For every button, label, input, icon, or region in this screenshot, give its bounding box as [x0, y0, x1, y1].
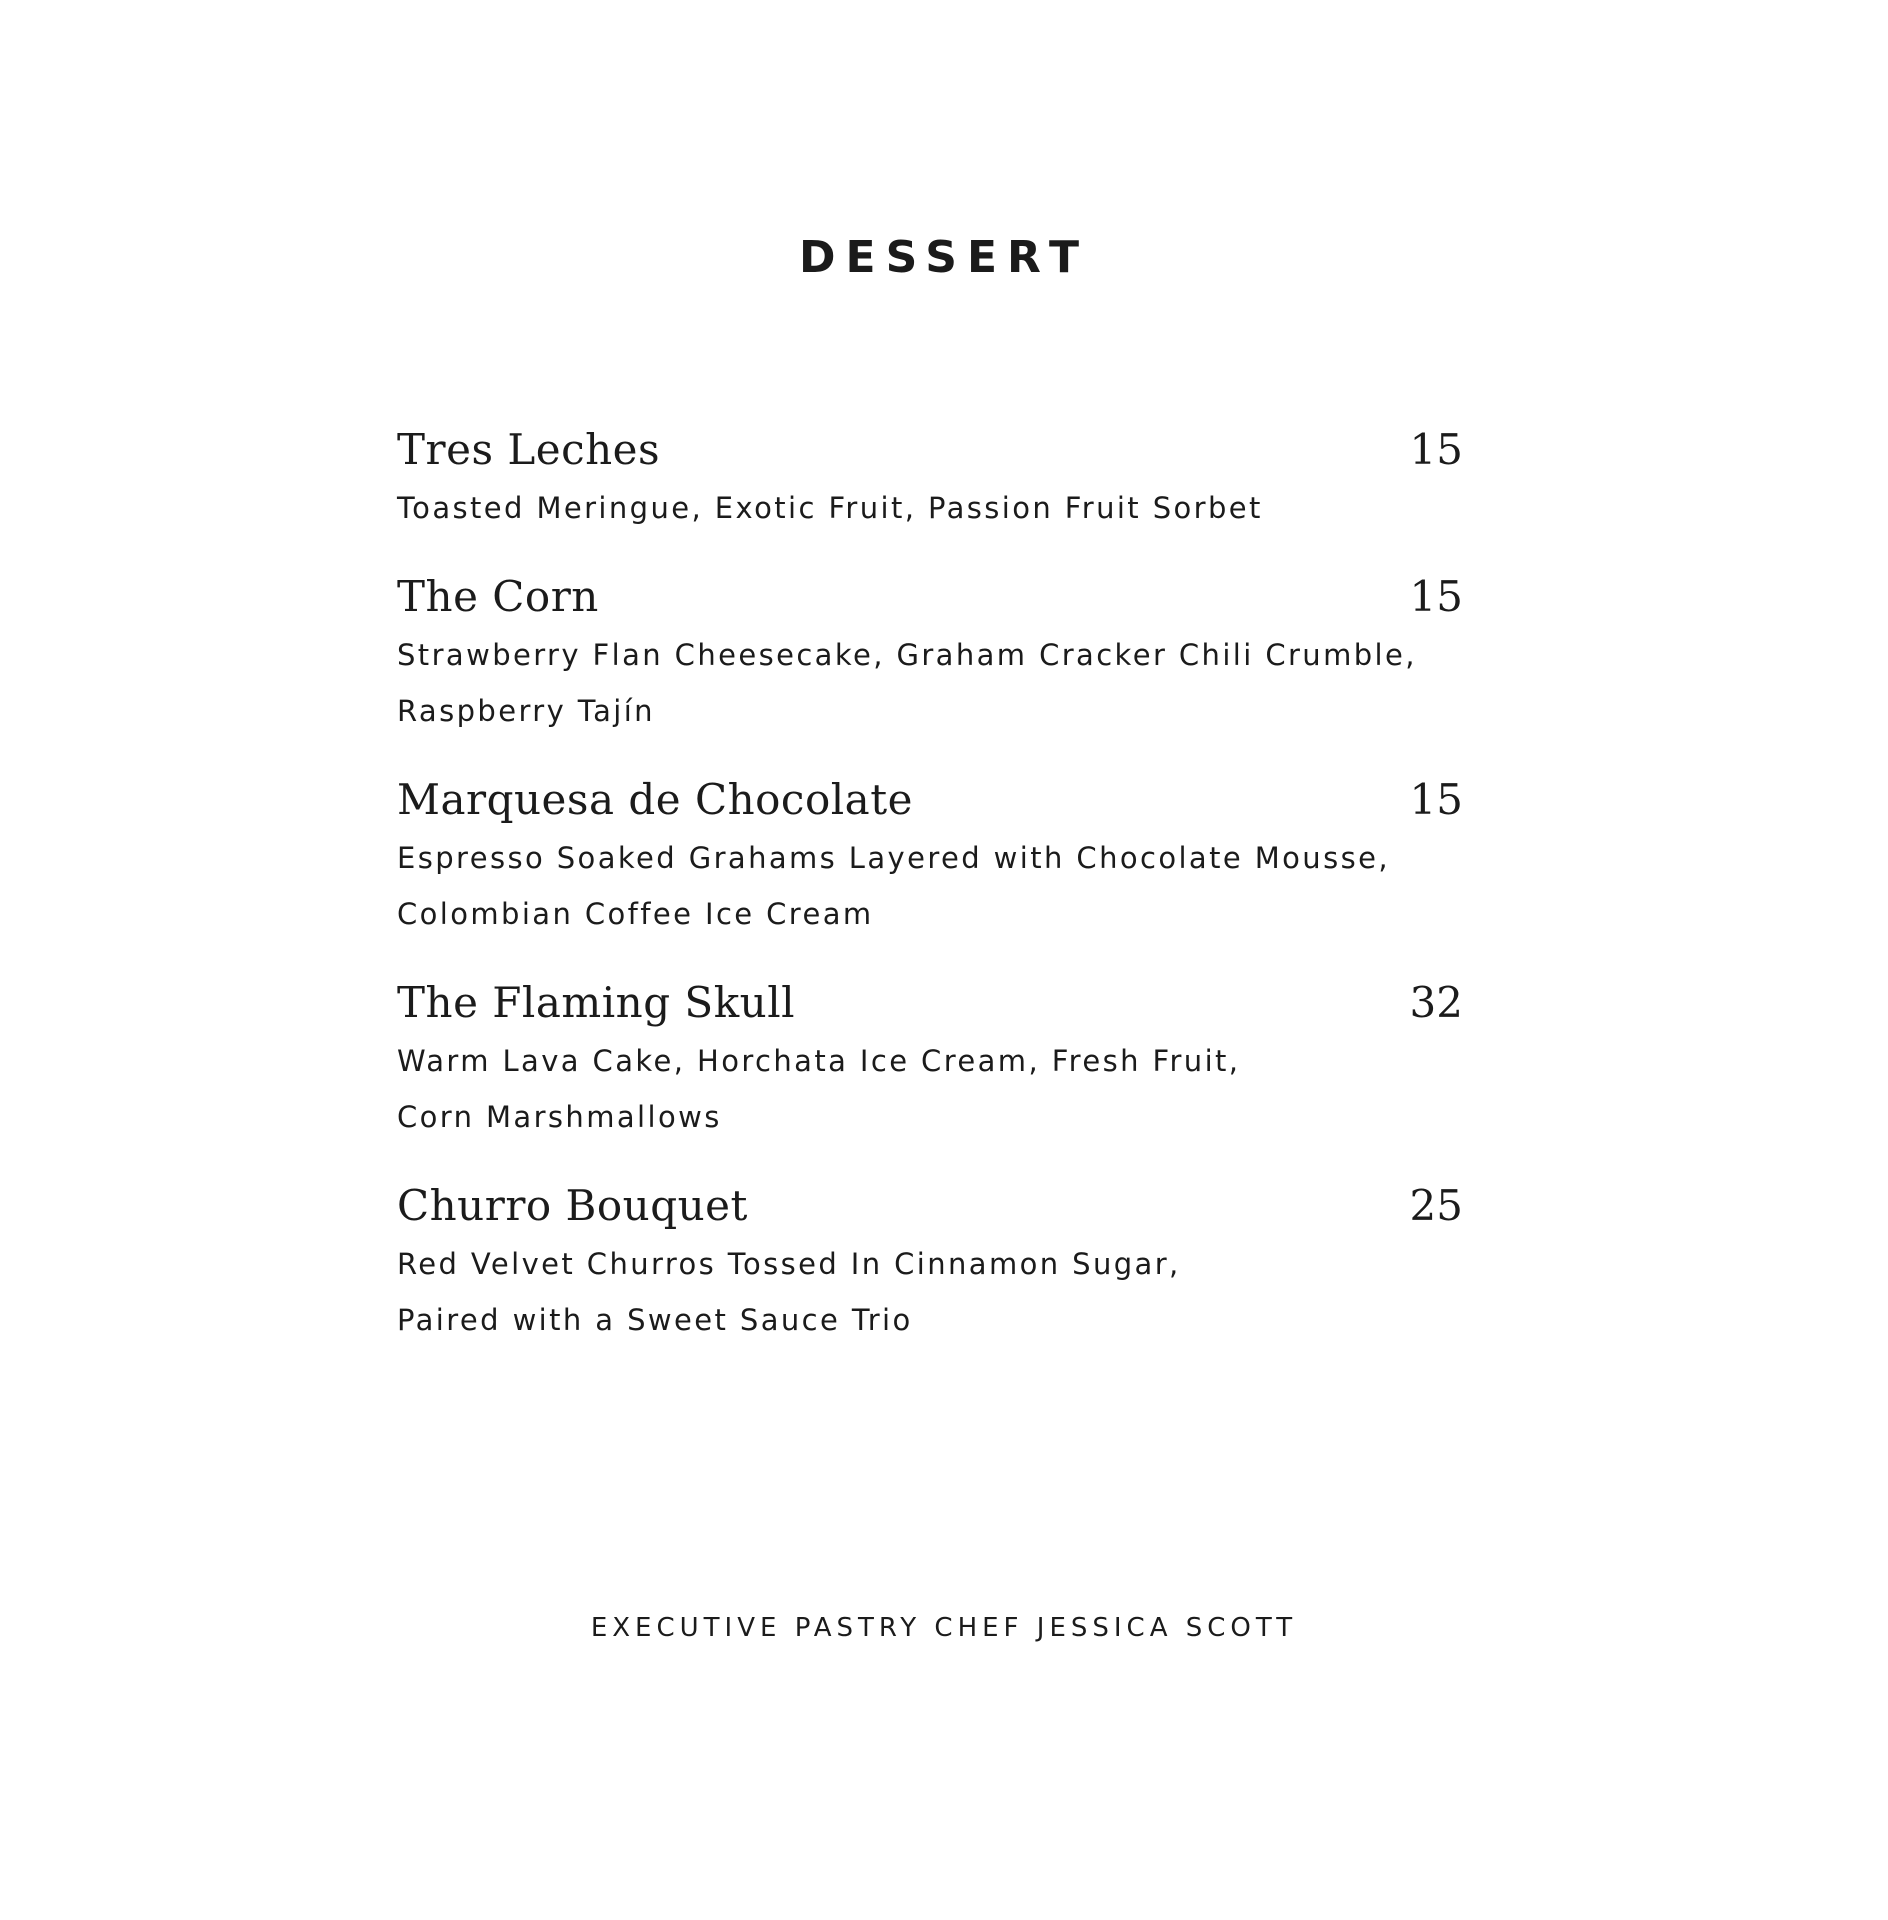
- item-name: Marquesa de Chocolate: [397, 775, 913, 824]
- description-line: Strawberry Flan Cheesecake, Graham Cracker Chili Crumble,: [397, 638, 1417, 672]
- item-price: 32: [1409, 978, 1463, 1027]
- item-price: 15: [1409, 425, 1463, 474]
- item-description: [397, 480, 1463, 536]
- chef-credit: EXECUTIVE PASTRY CHEF JESSICA SCOTT: [590, 1613, 1298, 1643]
- item-price: 15: [1409, 775, 1463, 824]
- description-line: Paired with a Sweet Sauce Trio: [397, 1303, 913, 1337]
- menu-item: [397, 1176, 1463, 1348]
- menu-item: [397, 567, 1463, 739]
- description-line: Corn Marshmallows: [397, 1100, 722, 1134]
- menu-item: [397, 973, 1463, 1145]
- item-price: 15: [1409, 572, 1463, 621]
- menu-title: DESSERT: [799, 232, 1089, 283]
- description-line: Colombian Coffee Ice Cream: [397, 897, 874, 931]
- item-name: Tres Leches: [397, 425, 661, 474]
- description-line: Toasted Meringue, Exotic Fruit, Passion Fruit Sorbet: [397, 491, 1263, 525]
- item-name: Churro Bouquet: [397, 1181, 748, 1230]
- dessert-list: [397, 420, 1463, 1348]
- item-description: [397, 1033, 1463, 1145]
- item-name: The Corn: [397, 572, 599, 621]
- menu-item: [397, 770, 1463, 942]
- item-description: [397, 830, 1463, 942]
- item-description: [397, 1236, 1463, 1348]
- menu-item: [397, 420, 1463, 536]
- description-line: Red Velvet Churros Tossed In Cinnamon Sugar,: [397, 1247, 1181, 1281]
- description-line: Espresso Soaked Grahams Layered with Chocolate Mousse,: [397, 841, 1390, 875]
- item-description: [397, 627, 1463, 739]
- description-line: Warm Lava Cake, Horchata Ice Cream, Fresh Fruit,: [397, 1044, 1241, 1078]
- item-name: The Flaming Skull: [397, 978, 796, 1027]
- item-price: 25: [1409, 1181, 1463, 1230]
- description-line: Raspberry Tajín: [397, 694, 655, 728]
